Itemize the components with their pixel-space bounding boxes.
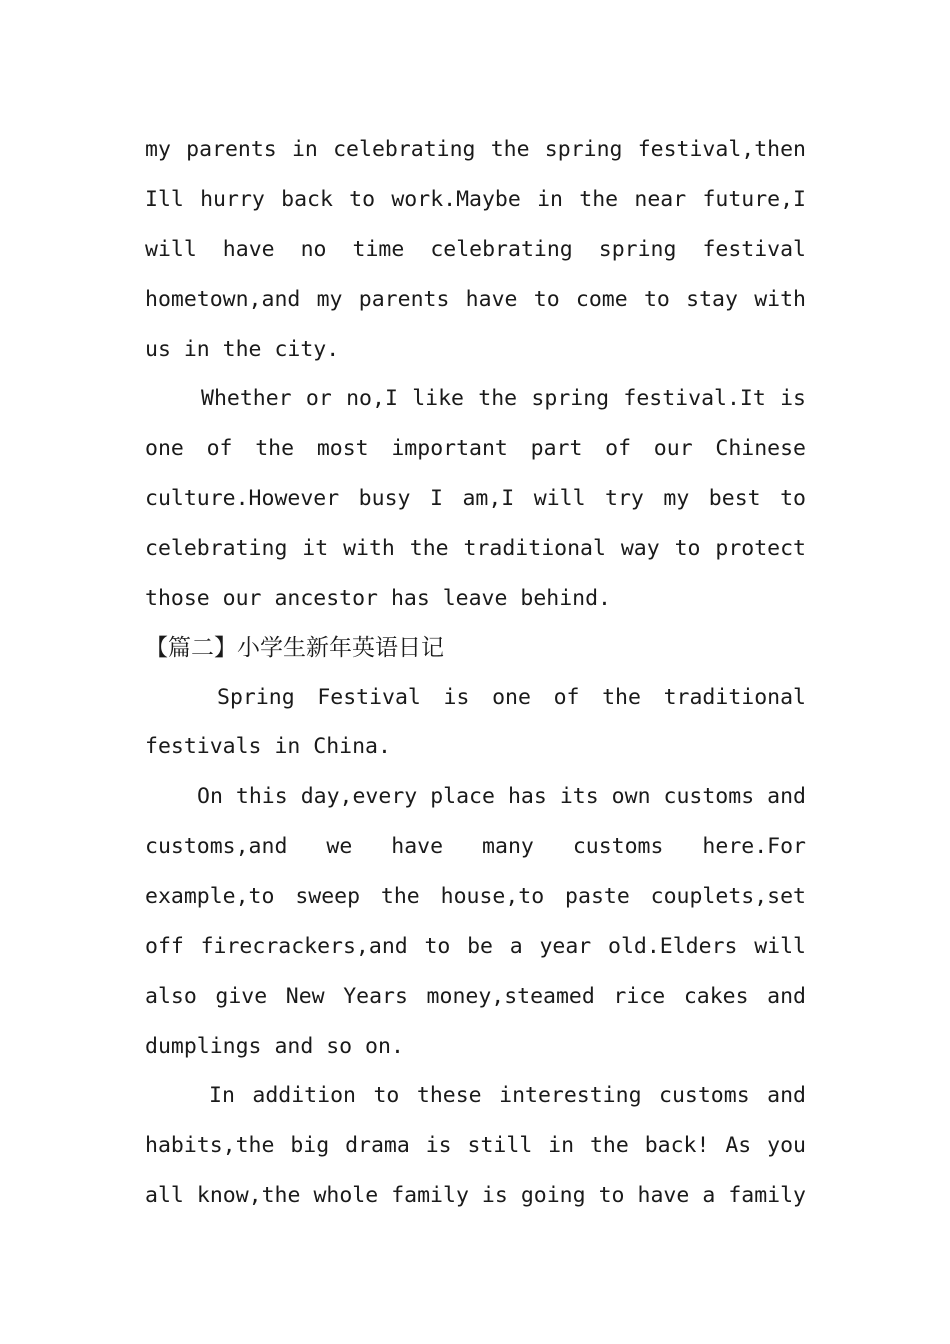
text-line: On this day,every place has its own customs and — [197, 784, 806, 809]
section-heading: 【篇二】小学生新年英语日记 — [145, 635, 444, 661]
text-line: example,to sweep the house,to paste couplets,set — [145, 884, 806, 909]
text-line: all know,the whole family is going to have a family — [145, 1183, 806, 1208]
text-line: dumplings and so on. — [145, 1034, 404, 1059]
text-line: culture.However busy I am,I will try my best to — [145, 486, 806, 511]
text-line: will have no time celebrating spring festival — [145, 237, 806, 262]
text-line: Ill hurry back to work.Maybe in the near future,I — [145, 187, 806, 212]
text-line: festivals in China. — [145, 734, 391, 759]
text-line: celebrating it with the traditional way to protect — [145, 536, 806, 561]
text-line: customs,and we have many customs here.For — [145, 834, 806, 859]
text-line: Spring Festival is one of the traditional — [217, 685, 806, 710]
text-line: also give New Years money,steamed rice cakes and — [145, 984, 806, 1009]
text-line: us in the city. — [145, 337, 340, 362]
text-line: my parents in celebrating the spring festival,then — [145, 137, 806, 162]
text-line: Whether or no,I like the spring festival.It is — [201, 386, 806, 411]
text-line: habits,the big drama is still in the back! As you — [145, 1133, 806, 1158]
text-line: In addition to these interesting customs and — [209, 1083, 806, 1108]
text-line: hometown,and my parents have to come to stay with — [145, 287, 806, 312]
text-line: off firecrackers,and to be a year old.Elders will — [145, 934, 806, 959]
text-line: those our ancestor has leave behind. — [145, 586, 611, 611]
text-line: one of the most important part of our Chinese — [145, 436, 806, 461]
